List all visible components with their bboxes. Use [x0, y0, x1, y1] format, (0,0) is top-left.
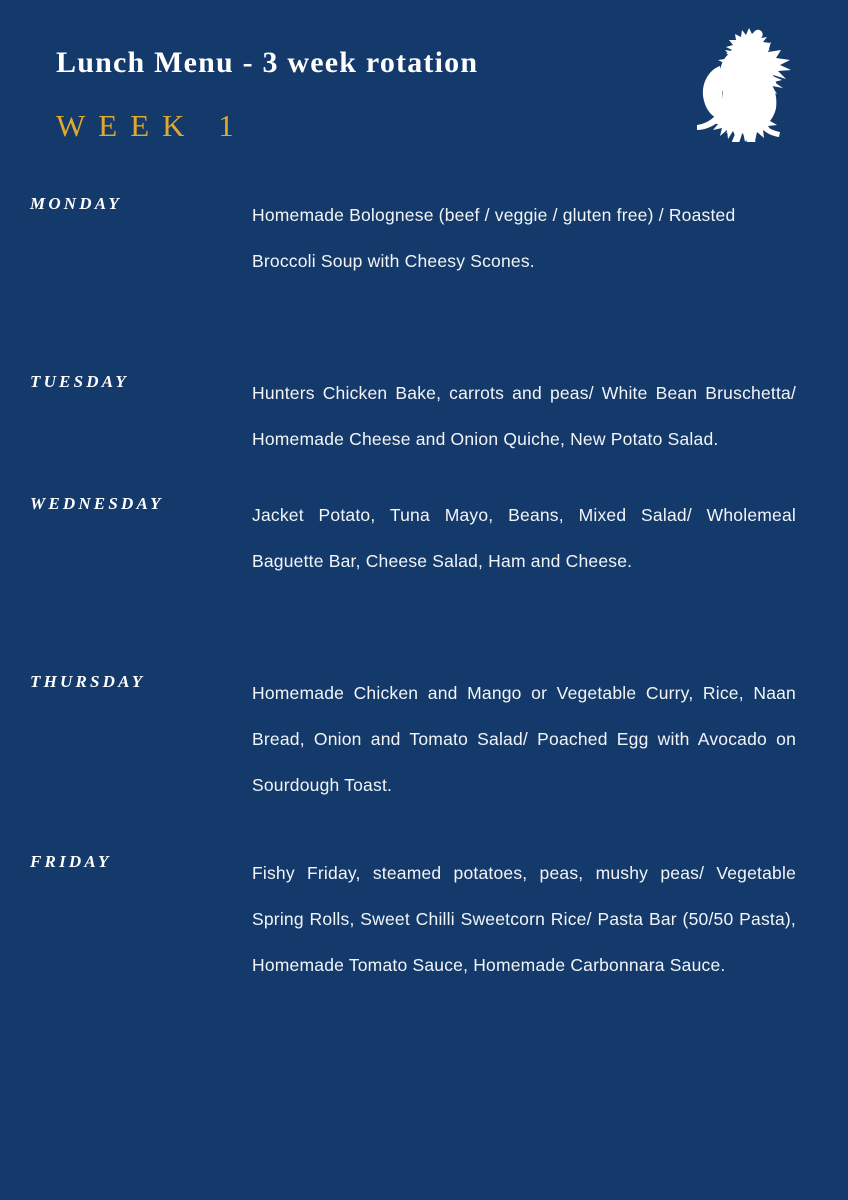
lion-rampant-crest-icon [680, 22, 800, 142]
day-items-tuesday: Hunters Chicken Bake, carrots and peas/ White Bean Bruschetta/ Homemade Cheese and Onion Quiche, New Potato Salad. [252, 383, 796, 449]
week-subtitle: WEEK 1 [56, 108, 247, 143]
day-label-wednesday: WEDNESDAY [30, 494, 164, 513]
menu-row-tuesday [30, 370, 818, 462]
day-items-friday: Fishy Friday, steamed potatoes, peas, mushy peas/ Vegetable Spring Rolls, Sweet Chilli Sweetcorn Rice/ Pasta Bar (50/50 Pasta), Homemade Tomato Sauce, Homemade Carbonnara Sauce. [252, 863, 796, 975]
page-header [0, 0, 848, 170]
spacer [30, 584, 818, 670]
menu-list [0, 170, 848, 988]
menu-row-friday [30, 850, 818, 988]
spacer [30, 462, 818, 492]
menu-row-wednesday [30, 492, 818, 584]
day-label-friday: FRIDAY [30, 852, 112, 871]
spacer [30, 284, 818, 370]
spacer [30, 808, 818, 850]
day-items-thursday: Homemade Chicken and Mango or Vegetable Curry, Rice, Naan Bread, Onion and Tomato Salad/ Poached Egg with Avocado on Sourdough Toast. [252, 683, 796, 795]
day-label-tuesday: TUESDAY [30, 372, 129, 391]
day-label-thursday: THURSDAY [30, 672, 146, 691]
day-items-wednesday: Jacket Potato, Tuna Mayo, Beans, Mixed Salad/ Wholemeal Baguette Bar, Cheese Salad, Ham and Cheese. [252, 505, 796, 571]
menu-row-monday [30, 192, 818, 284]
day-items-monday: Homemade Bolognese (beef / veggie / gluten free) / Roasted Broccoli Soup with Cheesy Scones. [252, 205, 736, 271]
day-label-monday: MONDAY [30, 194, 122, 213]
page-title: Lunch Menu - 3 week rotation [56, 46, 479, 79]
menu-row-thursday [30, 670, 818, 808]
